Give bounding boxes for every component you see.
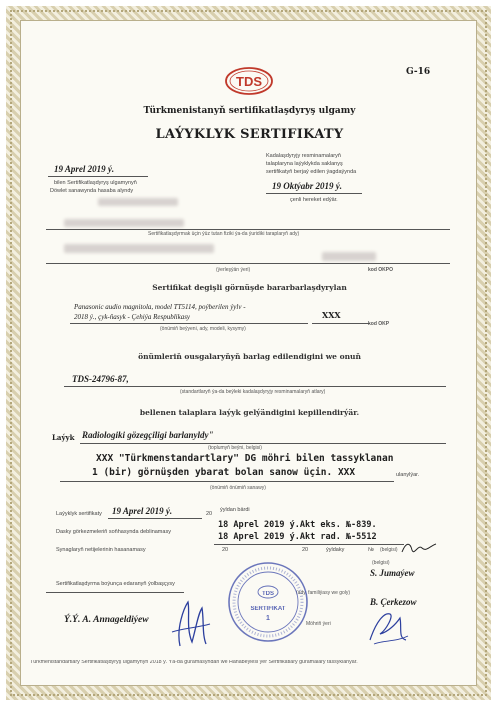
validity-caption-3: sertifikatyň berjaý edilen ýagdaýynda xyxy=(266,169,357,175)
certified-caption: (önümiň önümiň sanawy) xyxy=(210,485,266,491)
act-caption: (belgisi) xyxy=(380,547,398,553)
product-caption: (önümiň beýyeni, ady, modeli, kysymy) xyxy=(160,326,246,332)
lab-caption: (toplumyň beýni, belgisi) xyxy=(208,445,262,451)
act-line-1: 18 Aprel 2019 ý.Akt eks. №-839. xyxy=(218,520,377,530)
product-code: XXX xyxy=(322,310,341,320)
lab-prefix: Laýyk xyxy=(52,433,75,442)
valid-until-underline xyxy=(266,193,362,194)
responsible-label: Sertifikatlaşdyrma boýunça edaranyň ýolbaşçysy xyxy=(56,581,175,587)
certified-suffix: ulanylýar. xyxy=(396,472,420,478)
inspection-number: № xyxy=(368,547,374,553)
act-underline xyxy=(214,544,404,545)
lab-underline xyxy=(80,443,446,444)
applicant-caption: Sertifikatlaşdyrmak üçin ýüz tutan fiziki ýa-da ýuridiki taraplaryň ady) xyxy=(148,231,300,237)
okpo-caption: kod OKPO xyxy=(368,267,394,273)
tds-logo xyxy=(224,66,274,96)
signer-right-2-caption: (ady, familiýasy we goly) xyxy=(296,590,351,596)
signature-right xyxy=(364,604,412,648)
signature-left xyxy=(166,598,214,650)
requirements-heading: önümleriň ousgalaryňyň barlag edilendigini we onuň xyxy=(138,352,361,361)
issuer-title: Türkmenistanyň sertifikatlaşdyryş ulgamy xyxy=(143,106,356,116)
okp-caption: kod OKP xyxy=(368,321,390,327)
document-title: LAÝYKLYK SERTIFIKATY xyxy=(155,127,344,142)
responsible-underline xyxy=(46,592,184,593)
stamp-number: 1 xyxy=(266,615,270,622)
certified-line-1: XXX "Türkmenstandartlary" DG möhri bilen tassyklanan xyxy=(96,453,394,464)
product-line-2: 2018 ý., çyk-ňasyk - Çehiýa Respublikasy xyxy=(74,313,191,321)
address-caption: (ýerleşýän ýeri) xyxy=(216,267,251,273)
stamp-caption: Möhriň ýeri xyxy=(306,621,331,627)
redacted-applicant-address xyxy=(64,244,214,253)
registry-caption-2: Döwlet sanawynda hasaba alyndy xyxy=(50,188,134,194)
address-underline xyxy=(46,263,450,264)
form-code: G-16 xyxy=(406,67,431,77)
inspection-year-2: 20 xyxy=(302,547,309,553)
cert-date-tail: ýyldan bärdi xyxy=(220,507,250,513)
conformity-statement: bellenen talaplara laýyk gelýändigini kepillendirýär. xyxy=(139,408,360,417)
standard-code: TDS-24796-87, xyxy=(72,374,129,384)
act-line-2: 18 Aprel 2019 ý.Akt rad. №-5512 xyxy=(218,532,377,542)
applicant-underline xyxy=(46,229,450,230)
validity-caption-1: Kadalaşdyryjy resminamalaryň xyxy=(266,153,341,159)
official-stamp xyxy=(226,560,310,644)
certified-line-2: 1 (bir) görnüşden ybarat bolan sanow üçin. XXX xyxy=(92,467,356,478)
signer-right-1-caption: (belgisi) xyxy=(372,560,390,566)
handwritten-initials xyxy=(400,538,440,558)
product-code-underline xyxy=(312,323,370,324)
standard-caption: (standartlaryň ýa-da beýleki kadalaşdyryjy resminamalaryň atlary) xyxy=(180,389,326,395)
inspection-label: Synaglaryň netijelerinin hasanamasy xyxy=(56,547,146,553)
product-underline xyxy=(70,323,308,324)
cert-date-value: 19 Aprel 2019 ý. xyxy=(112,506,173,516)
certified-underline xyxy=(60,481,394,482)
date-issued-underline xyxy=(48,176,148,177)
act-label: Dasky görkezmeleriň soňhasynda deblinamasy xyxy=(56,529,171,535)
signer-left: Ý.Ý. A. Annageldiýew xyxy=(64,615,149,625)
logo-text: TDS xyxy=(236,74,262,89)
redacted-applicant-name xyxy=(64,219,184,227)
stamp-logo-text: TDS xyxy=(262,591,274,597)
inspection-year: 20 xyxy=(222,547,229,553)
footer-note: Türkmenistandartlary Sertifikatlaşdyryş ulgamynyň 2018 ý. Ýa-da guramasyndan we Haňabeýlesi ýer Sertifikatlary guramalary tassyklanýar. xyxy=(30,660,358,665)
date-issued: 19 Aprel 2019 ý. xyxy=(54,164,115,174)
standard-underline xyxy=(64,386,446,387)
inspection-tail: ýyldaky xyxy=(326,547,345,553)
valid-until-date: 19 Oktýabr 2019 ý. xyxy=(272,181,342,191)
cert-date-underline xyxy=(108,518,202,519)
cert-date-label: Laýyklyk sertifikaty xyxy=(56,511,102,517)
signer-right-2: B. Çerkezow xyxy=(370,597,417,607)
redacted-okpo xyxy=(322,252,376,261)
registry-caption-1: bilen Sertifikatlaşdyryş ulgamynyň xyxy=(54,180,137,186)
product-heading: Sertifikat degişli görnüşde bararbarlaşdyrylan xyxy=(152,283,347,292)
lab-text: Radiologiki gözegçiligi barlanyldy" xyxy=(82,430,214,440)
stamp-center-text: SERTIFIKAT xyxy=(250,606,286,612)
cert-date-suffix: 20 xyxy=(206,511,213,517)
product-line-1: Panasonic audio magnitola, model TT5114, poýberilen ýylv - xyxy=(74,303,246,311)
redacted-registry-number xyxy=(98,198,178,206)
signer-right-1: S. Jumaýew xyxy=(370,568,415,578)
valid-until-caption: çenli hereket edýär. xyxy=(290,197,338,203)
validity-caption-2: talaplaryna laýyklykda saklanyş xyxy=(266,161,343,167)
